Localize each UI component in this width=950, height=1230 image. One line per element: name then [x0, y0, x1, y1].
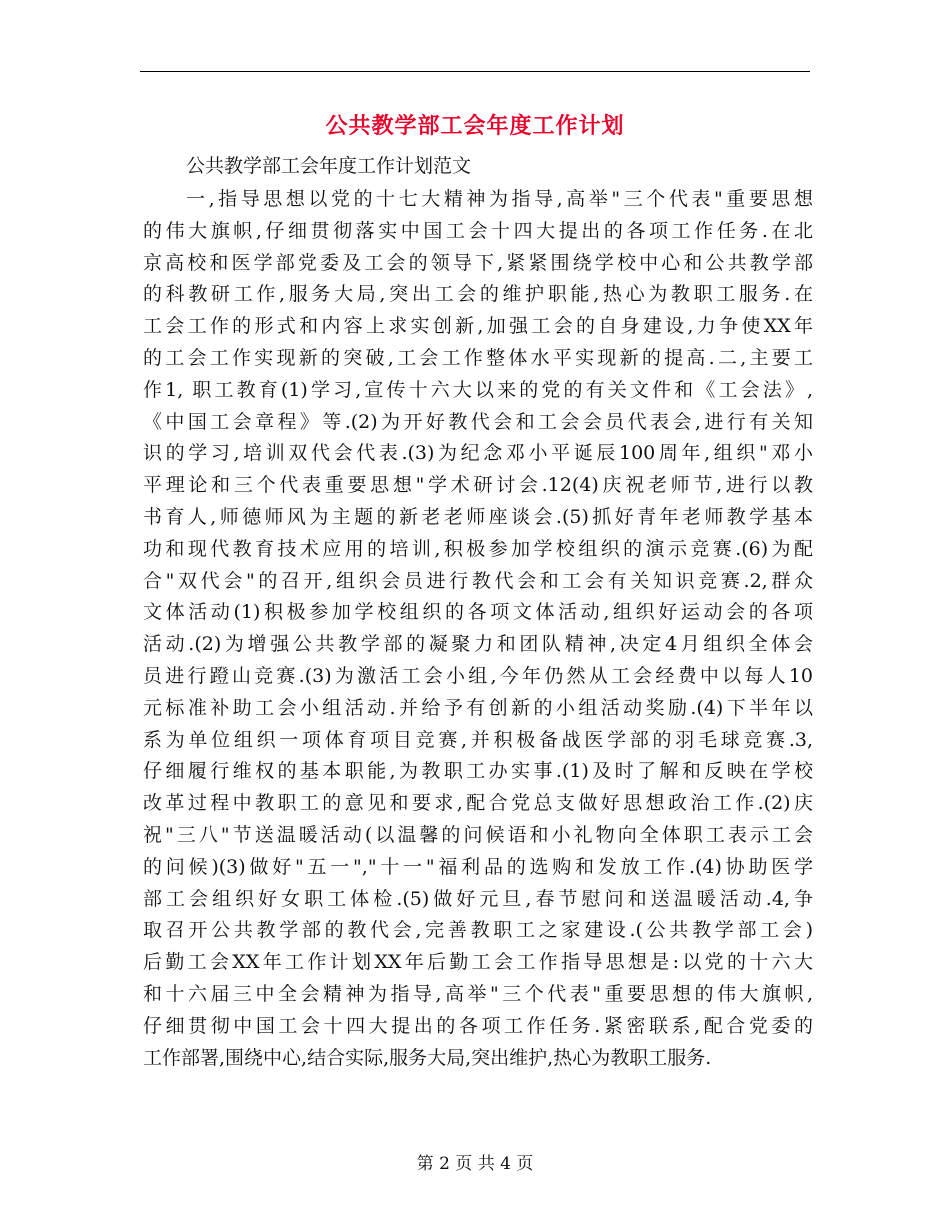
body-line: 祝"三八"节送温暖活动(以温馨的问候语和小礼物向全体职工表示工会 [143, 823, 813, 846]
body-line: 的科教研工作,服务大局,突出工会的维护职能,热心为教职工服务.在 [143, 283, 813, 306]
page-number-footer: 第 2 页 共 4 页 [416, 1154, 534, 1174]
document-subtitle: 公共教学部工会年度工作计划范文 [186, 155, 472, 177]
body-line: 仔细履行维权的基本职能,为教职工办实事.(1)及时了解和反映在学校 [143, 760, 813, 783]
body-line: 一,指导思想以党的十七大精神为指导,高举"三个代表"重要思想 [186, 188, 813, 210]
body-line: 元标准补助工会小组活动.并给予有创新的小组活动奖励.(4)下半年以 [143, 696, 813, 719]
body-line: 京高校和医学部党委及工会的领导下,紧紧围绕学校中心和公共教学部 [143, 251, 813, 274]
body-line: 活动.(2)为增强公共教学部的凝聚力和团队精神,决定4月组织全体会 [143, 633, 813, 656]
header-rule [140, 71, 810, 72]
body-line: 工作部署,围绕中心,结合实际,服务大局,突出维护,热心为教职工服务. [143, 1046, 712, 1069]
body-line: 功和现代教育技术应用的培训,积极参加学校组织的演示竞赛.(6)为配 [143, 537, 813, 560]
body-line: 《中国工会章程》等.(2)为开好教代会和工会会员代表会,进行有关知 [143, 410, 813, 433]
body-line: 改革过程中教职工的意见和要求,配合党总支做好思想政治工作.(2)庆 [143, 792, 813, 815]
body-line: 书育人,师德师风为主题的新老老师座谈会.(5)抓好青年老师教学基本 [143, 505, 813, 528]
body-line: 仔细贯彻中国工会十四大提出的各项工作任务.紧密联系,配合党委的 [143, 1014, 813, 1037]
body-line: 部工会组织好女职工体检.(5)做好元旦,春节慰问和送温暖活动.4,争 [143, 887, 813, 910]
body-line: 后勤工会XX年工作计划XX年后勤工会工作指导思想是:以党的十六大 [143, 951, 813, 974]
body-line: 取召开公共教学部的教代会,完善教职工之家建设.(公共教学部工会) [143, 919, 813, 942]
body-line: 和十六届三中全会精神为指导,高举"三个代表"重要思想的伟大旗帜, [143, 982, 813, 1005]
body-line: 的工会工作实现新的突破,工会工作整体水平实现新的提高.二,主要工 [143, 346, 813, 369]
body-line: 的问候)(3)做好"五一","十一"福利品的选购和发放工作.(4)协助医学 [143, 855, 813, 878]
body-line: 文体活动(1)积极参加学校组织的各项文体活动,组织好运动会的各项 [143, 601, 813, 624]
body-line: 平理论和三个代表重要思想"学术研讨会.12(4)庆祝老师节,进行以教 [143, 474, 813, 497]
body-line: 系为单位组织一项体育项目竞赛,并积极备战医学部的羽毛球竞赛.3, [143, 728, 813, 751]
body-line: 的伟大旗帜,仔细贯彻落实中国工会十四大提出的各项工作任务.在北 [143, 219, 813, 242]
document-body [143, 184, 813, 1074]
body-line: 员进行蹬山竞赛.(3)为激活工会小组,今年仍然从工会经费中以每人10 [143, 664, 813, 687]
body-line: 工会工作的形式和内容上求实创新,加强工会的自身建设,力争使XX年 [143, 315, 813, 338]
body-line: 识的学习,培训双代会代表.(3)为纪念邓小平诞辰100周年,组织"邓小 [143, 442, 813, 465]
document-title: 公共教学部工会年度工作计划 [325, 113, 625, 139]
body-line: 作1, 职工教育(1)学习,宣传十六大以来的党的有关文件和《工会法》, [143, 378, 813, 401]
body-line: 合"双代会"的召开,组织会员进行教代会和工会有关知识竞赛.2,群众 [143, 569, 813, 592]
